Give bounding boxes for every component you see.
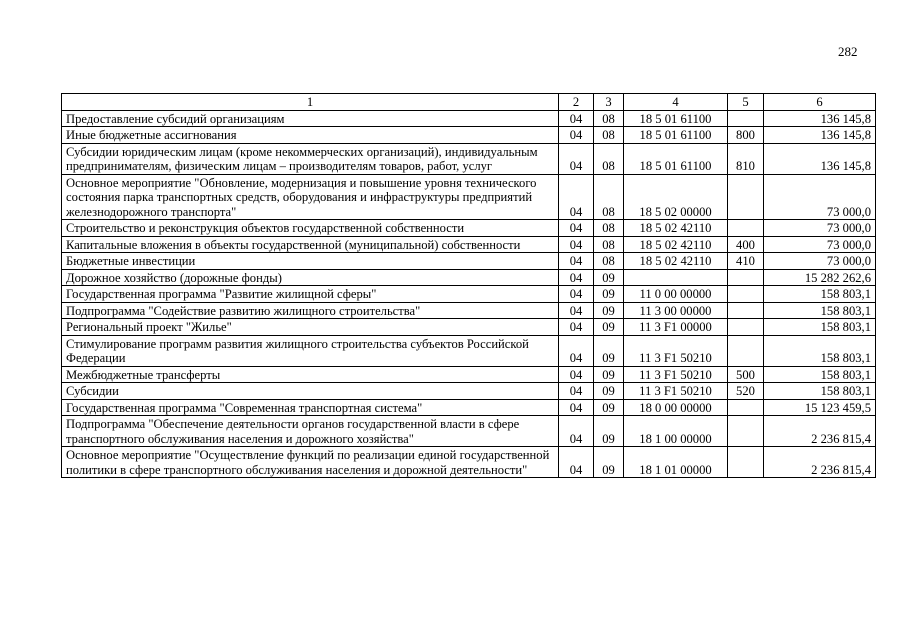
row-amount-cell: 2 236 815,4 — [764, 416, 876, 447]
row-target-article-cell: 11 3 F1 50210 — [624, 366, 728, 383]
header-col-1: 1 — [62, 94, 559, 111]
row-name-cell: Подпрограмма "Обеспечение деятельности органов государственной власти в сфере транспортного обслуживания населения и дорожного хозяйства" — [62, 416, 559, 447]
row-target-article-cell: 18 5 01 61100 — [624, 110, 728, 127]
row-section-cell: 04 — [559, 174, 594, 220]
row-amount-cell: 158 803,1 — [764, 286, 876, 303]
row-target-article-cell: 18 5 02 00000 — [624, 174, 728, 220]
row-amount-cell: 2 236 815,4 — [764, 447, 876, 478]
row-section-cell: 04 — [559, 143, 594, 174]
table-row — [62, 383, 876, 400]
row-name-cell: Межбюджетные трансферты — [62, 366, 559, 383]
row-expense-type-cell: 410 — [728, 253, 764, 270]
row-target-article-cell: 11 3 F1 50210 — [624, 383, 728, 400]
table-row — [62, 366, 876, 383]
row-name-cell: Государственная программа "Развитие жилищной сферы" — [62, 286, 559, 303]
row-section-cell: 04 — [559, 236, 594, 253]
row-amount-cell: 136 145,8 — [764, 143, 876, 174]
row-target-article-cell: 11 3 00 00000 — [624, 302, 728, 319]
table-row — [62, 110, 876, 127]
table-row — [62, 143, 876, 174]
row-subsection-cell: 09 — [594, 302, 624, 319]
row-expense-type-cell — [728, 416, 764, 447]
row-subsection-cell: 09 — [594, 269, 624, 286]
row-expense-type-cell — [728, 319, 764, 336]
row-target-article-cell: 18 5 02 42110 — [624, 236, 728, 253]
row-subsection-cell: 09 — [594, 447, 624, 478]
row-amount-cell: 73 000,0 — [764, 174, 876, 220]
row-target-article-cell: 18 5 01 61100 — [624, 143, 728, 174]
table-row — [62, 416, 876, 447]
row-amount-cell: 158 803,1 — [764, 383, 876, 400]
row-expense-type-cell: 810 — [728, 143, 764, 174]
row-subsection-cell: 09 — [594, 383, 624, 400]
header-col-2: 2 — [559, 94, 594, 111]
row-amount-cell: 136 145,8 — [764, 127, 876, 144]
row-expense-type-cell — [728, 269, 764, 286]
row-section-cell: 04 — [559, 319, 594, 336]
row-section-cell: 04 — [559, 286, 594, 303]
row-amount-cell: 15 282 262,6 — [764, 269, 876, 286]
row-target-article-cell: 18 5 02 42110 — [624, 220, 728, 237]
row-expense-type-cell — [728, 220, 764, 237]
row-section-cell: 04 — [559, 302, 594, 319]
row-amount-cell: 73 000,0 — [764, 220, 876, 237]
row-target-article-cell — [624, 269, 728, 286]
row-section-cell: 04 — [559, 416, 594, 447]
budget-table — [61, 93, 876, 478]
table-row — [62, 220, 876, 237]
row-target-article-cell: 18 1 01 00000 — [624, 447, 728, 478]
table-row — [62, 319, 876, 336]
row-subsection-cell: 09 — [594, 335, 624, 366]
row-name-cell: Региональный проект "Жилье" — [62, 319, 559, 336]
row-amount-cell: 158 803,1 — [764, 302, 876, 319]
row-target-article-cell: 18 0 00 00000 — [624, 399, 728, 416]
row-subsection-cell: 08 — [594, 236, 624, 253]
row-name-cell: Строительство и реконструкция объектов государственной собственности — [62, 220, 559, 237]
row-expense-type-cell — [728, 335, 764, 366]
row-section-cell: 04 — [559, 447, 594, 478]
row-expense-type-cell: 500 — [728, 366, 764, 383]
table-row — [62, 269, 876, 286]
table-row — [62, 447, 876, 478]
row-name-cell: Стимулирование программ развития жилищного строительства субъектов Российской Федерации — [62, 335, 559, 366]
row-expense-type-cell — [728, 447, 764, 478]
row-expense-type-cell — [728, 174, 764, 220]
row-name-cell: Государственная программа "Современная транспортная система" — [62, 399, 559, 416]
header-col-4: 4 — [624, 94, 728, 111]
row-section-cell: 04 — [559, 127, 594, 144]
row-subsection-cell: 09 — [594, 416, 624, 447]
row-expense-type-cell: 520 — [728, 383, 764, 400]
row-expense-type-cell — [728, 399, 764, 416]
row-subsection-cell: 08 — [594, 174, 624, 220]
page-number: 282 — [838, 44, 858, 59]
row-subsection-cell: 08 — [594, 110, 624, 127]
row-name-cell: Иные бюджетные ассигнования — [62, 127, 559, 144]
table-row — [62, 286, 876, 303]
row-subsection-cell: 09 — [594, 399, 624, 416]
row-amount-cell: 158 803,1 — [764, 335, 876, 366]
header-col-5: 5 — [728, 94, 764, 111]
row-name-cell: Подпрограмма "Содействие развитию жилищного строительства" — [62, 302, 559, 319]
table-row — [62, 127, 876, 144]
row-section-cell: 04 — [559, 253, 594, 270]
header-row — [62, 94, 876, 111]
row-name-cell: Субсидии юридическим лицам (кроме некоммерческих организаций), индивидуальным предпринимателям, физическим лицам – производителям товаров, работ, услуг — [62, 143, 559, 174]
row-name-cell: Субсидии — [62, 383, 559, 400]
row-amount-cell: 15 123 459,5 — [764, 399, 876, 416]
row-amount-cell: 158 803,1 — [764, 319, 876, 336]
table-row — [62, 253, 876, 270]
row-subsection-cell: 08 — [594, 253, 624, 270]
row-name-cell: Основное мероприятие "Осуществление функций по реализации единой государственной политики в сфере транспортного обслуживания населения и дорожной деятельности" — [62, 447, 559, 478]
row-expense-type-cell: 800 — [728, 127, 764, 144]
row-target-article-cell: 18 1 00 00000 — [624, 416, 728, 447]
table-row — [62, 302, 876, 319]
table-row — [62, 236, 876, 253]
row-target-article-cell: 18 5 02 42110 — [624, 253, 728, 270]
table-row — [62, 174, 876, 220]
row-subsection-cell: 08 — [594, 143, 624, 174]
row-name-cell: Бюджетные инвестиции — [62, 253, 559, 270]
row-amount-cell: 136 145,8 — [764, 110, 876, 127]
header-col-3: 3 — [594, 94, 624, 111]
row-target-article-cell: 11 0 00 00000 — [624, 286, 728, 303]
row-expense-type-cell — [728, 110, 764, 127]
row-subsection-cell: 08 — [594, 127, 624, 144]
row-name-cell: Капитальные вложения в объекты государственной (муниципальной) собственности — [62, 236, 559, 253]
row-name-cell: Предоставление субсидий организациям — [62, 110, 559, 127]
row-subsection-cell: 09 — [594, 286, 624, 303]
table-row — [62, 399, 876, 416]
row-section-cell: 04 — [559, 383, 594, 400]
row-section-cell: 04 — [559, 220, 594, 237]
row-name-cell: Основное мероприятие "Обновление, модернизация и повышение уровня технического состояния парка транспортных средств, оборудования и инфраструктуры предприятий железнодорожного транспорта" — [62, 174, 559, 220]
row-section-cell: 04 — [559, 269, 594, 286]
header-col-6: 6 — [764, 94, 876, 111]
row-expense-type-cell — [728, 302, 764, 319]
row-target-article-cell: 11 3 F1 00000 — [624, 319, 728, 336]
table-row — [62, 335, 876, 366]
row-target-article-cell: 18 5 01 61100 — [624, 127, 728, 144]
row-section-cell: 04 — [559, 110, 594, 127]
row-name-cell: Дорожное хозяйство (дорожные фонды) — [62, 269, 559, 286]
row-target-article-cell: 11 3 F1 50210 — [624, 335, 728, 366]
row-amount-cell: 73 000,0 — [764, 236, 876, 253]
row-subsection-cell: 08 — [594, 220, 624, 237]
row-amount-cell: 158 803,1 — [764, 366, 876, 383]
row-section-cell: 04 — [559, 399, 594, 416]
row-expense-type-cell — [728, 286, 764, 303]
row-subsection-cell: 09 — [594, 319, 624, 336]
row-subsection-cell: 09 — [594, 366, 624, 383]
row-expense-type-cell: 400 — [728, 236, 764, 253]
row-amount-cell: 73 000,0 — [764, 253, 876, 270]
row-section-cell: 04 — [559, 366, 594, 383]
row-section-cell: 04 — [559, 335, 594, 366]
